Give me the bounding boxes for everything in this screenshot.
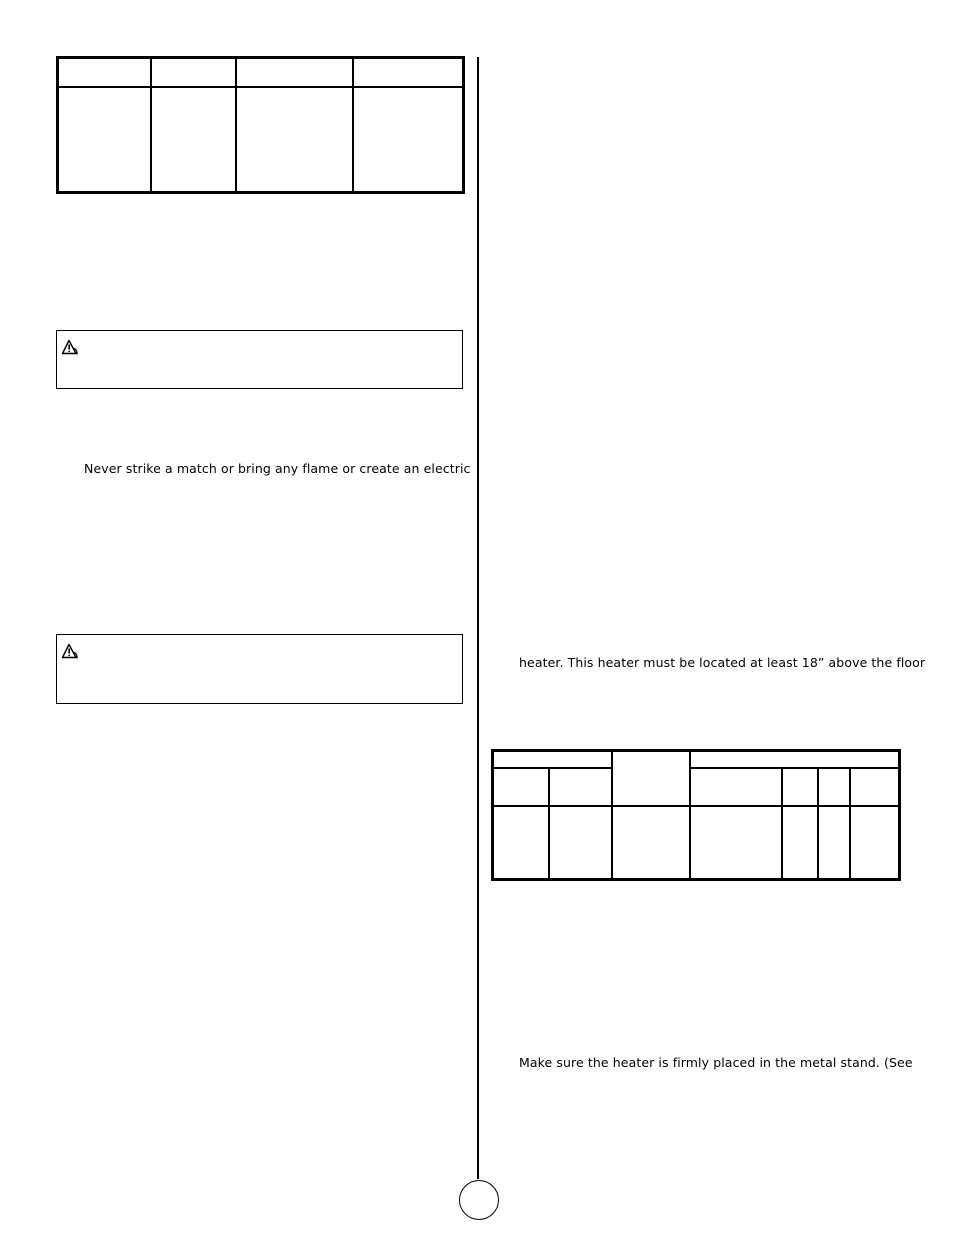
clearance-table-col	[689, 751, 691, 879]
clearance-table-col	[781, 768, 783, 879]
top-table-col-3	[352, 58, 354, 192]
top-table-border	[56, 56, 465, 194]
warning-box	[56, 634, 463, 704]
top-table-header-rule	[58, 86, 462, 88]
warning-box	[56, 330, 463, 389]
body-text-line: Never strike a match or bring any flame or create an electric	[84, 461, 471, 476]
clearance-table-col	[849, 768, 851, 879]
column-divider	[477, 57, 479, 1179]
top-table-col-1	[150, 58, 152, 192]
clearance-table-subheader-rule-right	[690, 767, 899, 769]
body-text-line: Make sure the heater is firmly placed in the metal stand. (See	[519, 1055, 913, 1070]
clearance-table-col	[611, 751, 613, 879]
body-text-line: heater. This heater must be located at least 18” above the floor	[519, 655, 926, 670]
top-table-col-2	[235, 58, 237, 192]
clearance-table-subheader-rule-left	[493, 767, 612, 769]
warning-triangle-icon	[61, 643, 79, 660]
page-number-badge	[459, 1180, 499, 1220]
clearance-table-col	[548, 768, 550, 879]
warning-triangle-icon	[61, 339, 79, 356]
clearance-table-col	[817, 768, 819, 879]
clearance-table-header-rule	[493, 805, 899, 807]
clearance-table-border	[491, 749, 901, 881]
